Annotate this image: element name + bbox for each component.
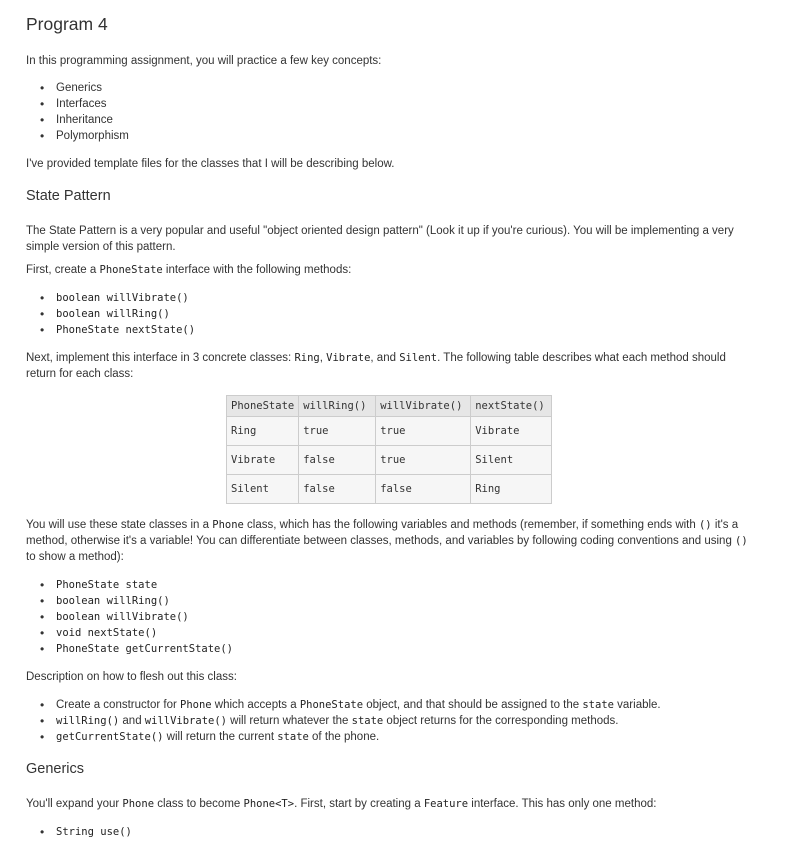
list-item: • boolean willVibrate() [56, 609, 233, 625]
phone-class-description: You will use these state classes in a Phone class, which has the following variables and methods (remember, if something ends with () it's a method, otherwise it's a variable! You can differentiate between classes, methods, and variables by following coding conventions and using () to show a method): [26, 519, 748, 563]
table-row [227, 475, 552, 504]
table-header: PhoneState [227, 396, 299, 417]
concepts-list [26, 80, 129, 144]
phone-members-list [26, 577, 233, 657]
table-cell: false [376, 475, 471, 504]
generics-description: You'll expand your Phone class to become Phone<T>. First, start by creating a Feature interface. This has only one method: [26, 798, 657, 810]
list-item: • Inheritance [56, 112, 129, 128]
list-item: • Generics [56, 80, 129, 96]
table-header: willRing() [299, 396, 376, 417]
list-item: • void nextState() [56, 625, 233, 641]
list-item: • PhoneState state [56, 577, 233, 593]
list-item: • PhoneState nextState() [56, 322, 195, 338]
table-header-row [227, 396, 552, 417]
list-item: • boolean willVibrate() [56, 290, 195, 306]
section-heading-state: State Pattern [26, 188, 111, 204]
feature-methods-list [26, 824, 132, 840]
table-cell: Vibrate [227, 446, 299, 475]
list-item: • Interfaces [56, 96, 129, 112]
next-instruction: Next, implement this interface in 3 concrete classes: Ring, Vibrate, and Silent. The following table describes what each method should return for each class: [26, 352, 726, 380]
intro-text: In this programming assignment, you will practice a few key concepts: [26, 55, 382, 67]
table-cell: Silent [471, 446, 552, 475]
first-instruction: First, create a PhoneState interface with the following methods: [26, 264, 352, 276]
table-cell: Vibrate [471, 417, 552, 446]
list-item: • Polymorphism [56, 128, 129, 144]
list-item: • willRing() and willVibrate() will return whatever the state object returns for the corresponding methods. [56, 713, 661, 729]
list-item: • getCurrentState() will return the current state of the phone. [56, 729, 661, 745]
table-cell: Ring [471, 475, 552, 504]
table-cell: true [299, 417, 376, 446]
state-table [226, 395, 552, 504]
state-description: The State Pattern is a very popular and useful "object oriented design pattern" (Look it up if you're curious). You will be implementing a very simple version of this pattern. [26, 225, 734, 253]
table-row [227, 446, 552, 475]
table-cell: Ring [227, 417, 299, 446]
table-header: nextState() [471, 396, 552, 417]
table-header: willVibrate() [376, 396, 471, 417]
list-item: • PhoneState getCurrentState() [56, 641, 233, 657]
list-item: • String use() [56, 824, 132, 840]
interface-methods-list [26, 290, 195, 338]
list-item: • boolean willRing() [56, 306, 195, 322]
page-title: Program 4 [26, 14, 108, 34]
template-note: I've provided template files for the classes that I will be describing below. [26, 158, 395, 170]
table-cell: false [299, 475, 376, 504]
table-row [227, 417, 552, 446]
flesh-out-intro: Description on how to flesh out this class: [26, 671, 237, 683]
list-item: • Create a constructor for Phone which accepts a PhoneState object, and that should be assigned to the state variable. [56, 697, 661, 713]
section-heading-generics: Generics [26, 761, 85, 777]
list-item: • boolean willRing() [56, 593, 233, 609]
table-cell: false [299, 446, 376, 475]
table-cell: true [376, 417, 471, 446]
description-list [26, 697, 661, 745]
table-cell: true [376, 446, 471, 475]
table-cell: Silent [227, 475, 299, 504]
